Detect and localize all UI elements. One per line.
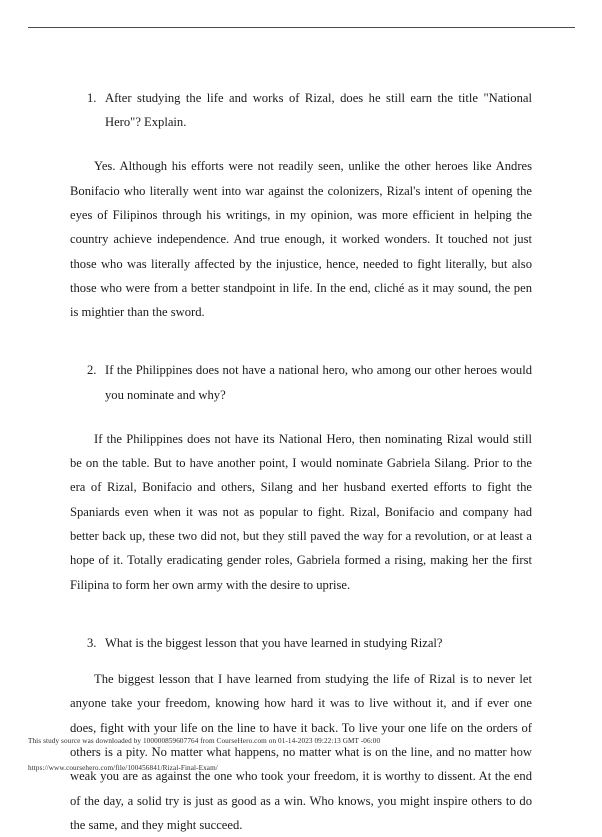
qa-block-1 [70,86,532,324]
spacer [70,655,532,667]
question-1-text: After studying the life and works of Rizal, does he still earn the title "National Hero"? Explain. [105,91,532,130]
spacer [70,134,532,154]
question-1 [70,86,532,134]
source-url-link[interactable]: https://www.coursehero.com/file/100456841/Rizal-Final-Exam/ [28,764,218,772]
answer-2: If the Philippines does not have its National Hero, then nominating Rizal would still be on the table. But to have another point, I would nominate Gabriela Silang. Prior to the era of Rizal, Bonifacio and others, Silang and her husband exerted efforts to fight the Spaniards even when it was not as popular to fight. Rizal, Bonifacio and company had better back up, these two did not, but they still paved the way for a revolution, or at least a hope of it. Totally eradicating gender roles, Gabriela formed a rising, making her the first Filipina to form her own army with the desire to uprise. [70,431,532,592]
answer-3: The biggest lesson that I have learned from studying the life of Rizal is to never let anyone take your freedom, knowing how hard it was to live without it, and if ever one does, fight with your life on the line to have it back. To live your one life on the orders of others is a pity. No matter what happens, no matter what is on the line, and no matter how weak you are as against the one who took your freedom, it is worthy to dissent. At the end of the day, a solid try is just as good as a win. Who knows, you might inspire others to do the same, and they might succeed. [70,672,532,832]
answer-1: Yes. Although his efforts were not readily seen, unlike the other heroes like Andres Bonifacio who literally went into war against the colonizers, Rizal's intent of opening the eyes of Filipinos through his writings, in my opinion, was more efficient in helping the country achieve independence. And true enough, it worked wonders. It touched not just those who was literally affected by the injustice, hence, needed to fight literally, but also those who were from a better standpoint in life. In the end, cliché as it may sound, the pen is mightier than the sword. [70,159,532,320]
spacer [70,324,532,358]
spacer [70,407,532,427]
question-2-number: 2. [87,363,97,378]
download-attribution: This study source was downloaded by 100000859607764 from CourseHero.com on 01-14-2023 09:22:13 GMT -06:00 [28,737,381,745]
qa-block-3 [70,631,532,837]
document-body [70,86,532,837]
header-divider [28,27,575,28]
question-1-number: 1. [87,91,97,105]
question-2 [70,358,532,406]
question-3-number: 3. [87,635,97,650]
question-2-text: If the Philippines does not have a national hero, who among our other heroes would you nominate and why? [105,363,532,402]
spacer [70,597,532,631]
qa-block-2 [70,358,532,596]
question-3 [70,631,532,655]
question-3-text: What is the biggest lesson that you have learned in studying Rizal? [105,635,443,650]
